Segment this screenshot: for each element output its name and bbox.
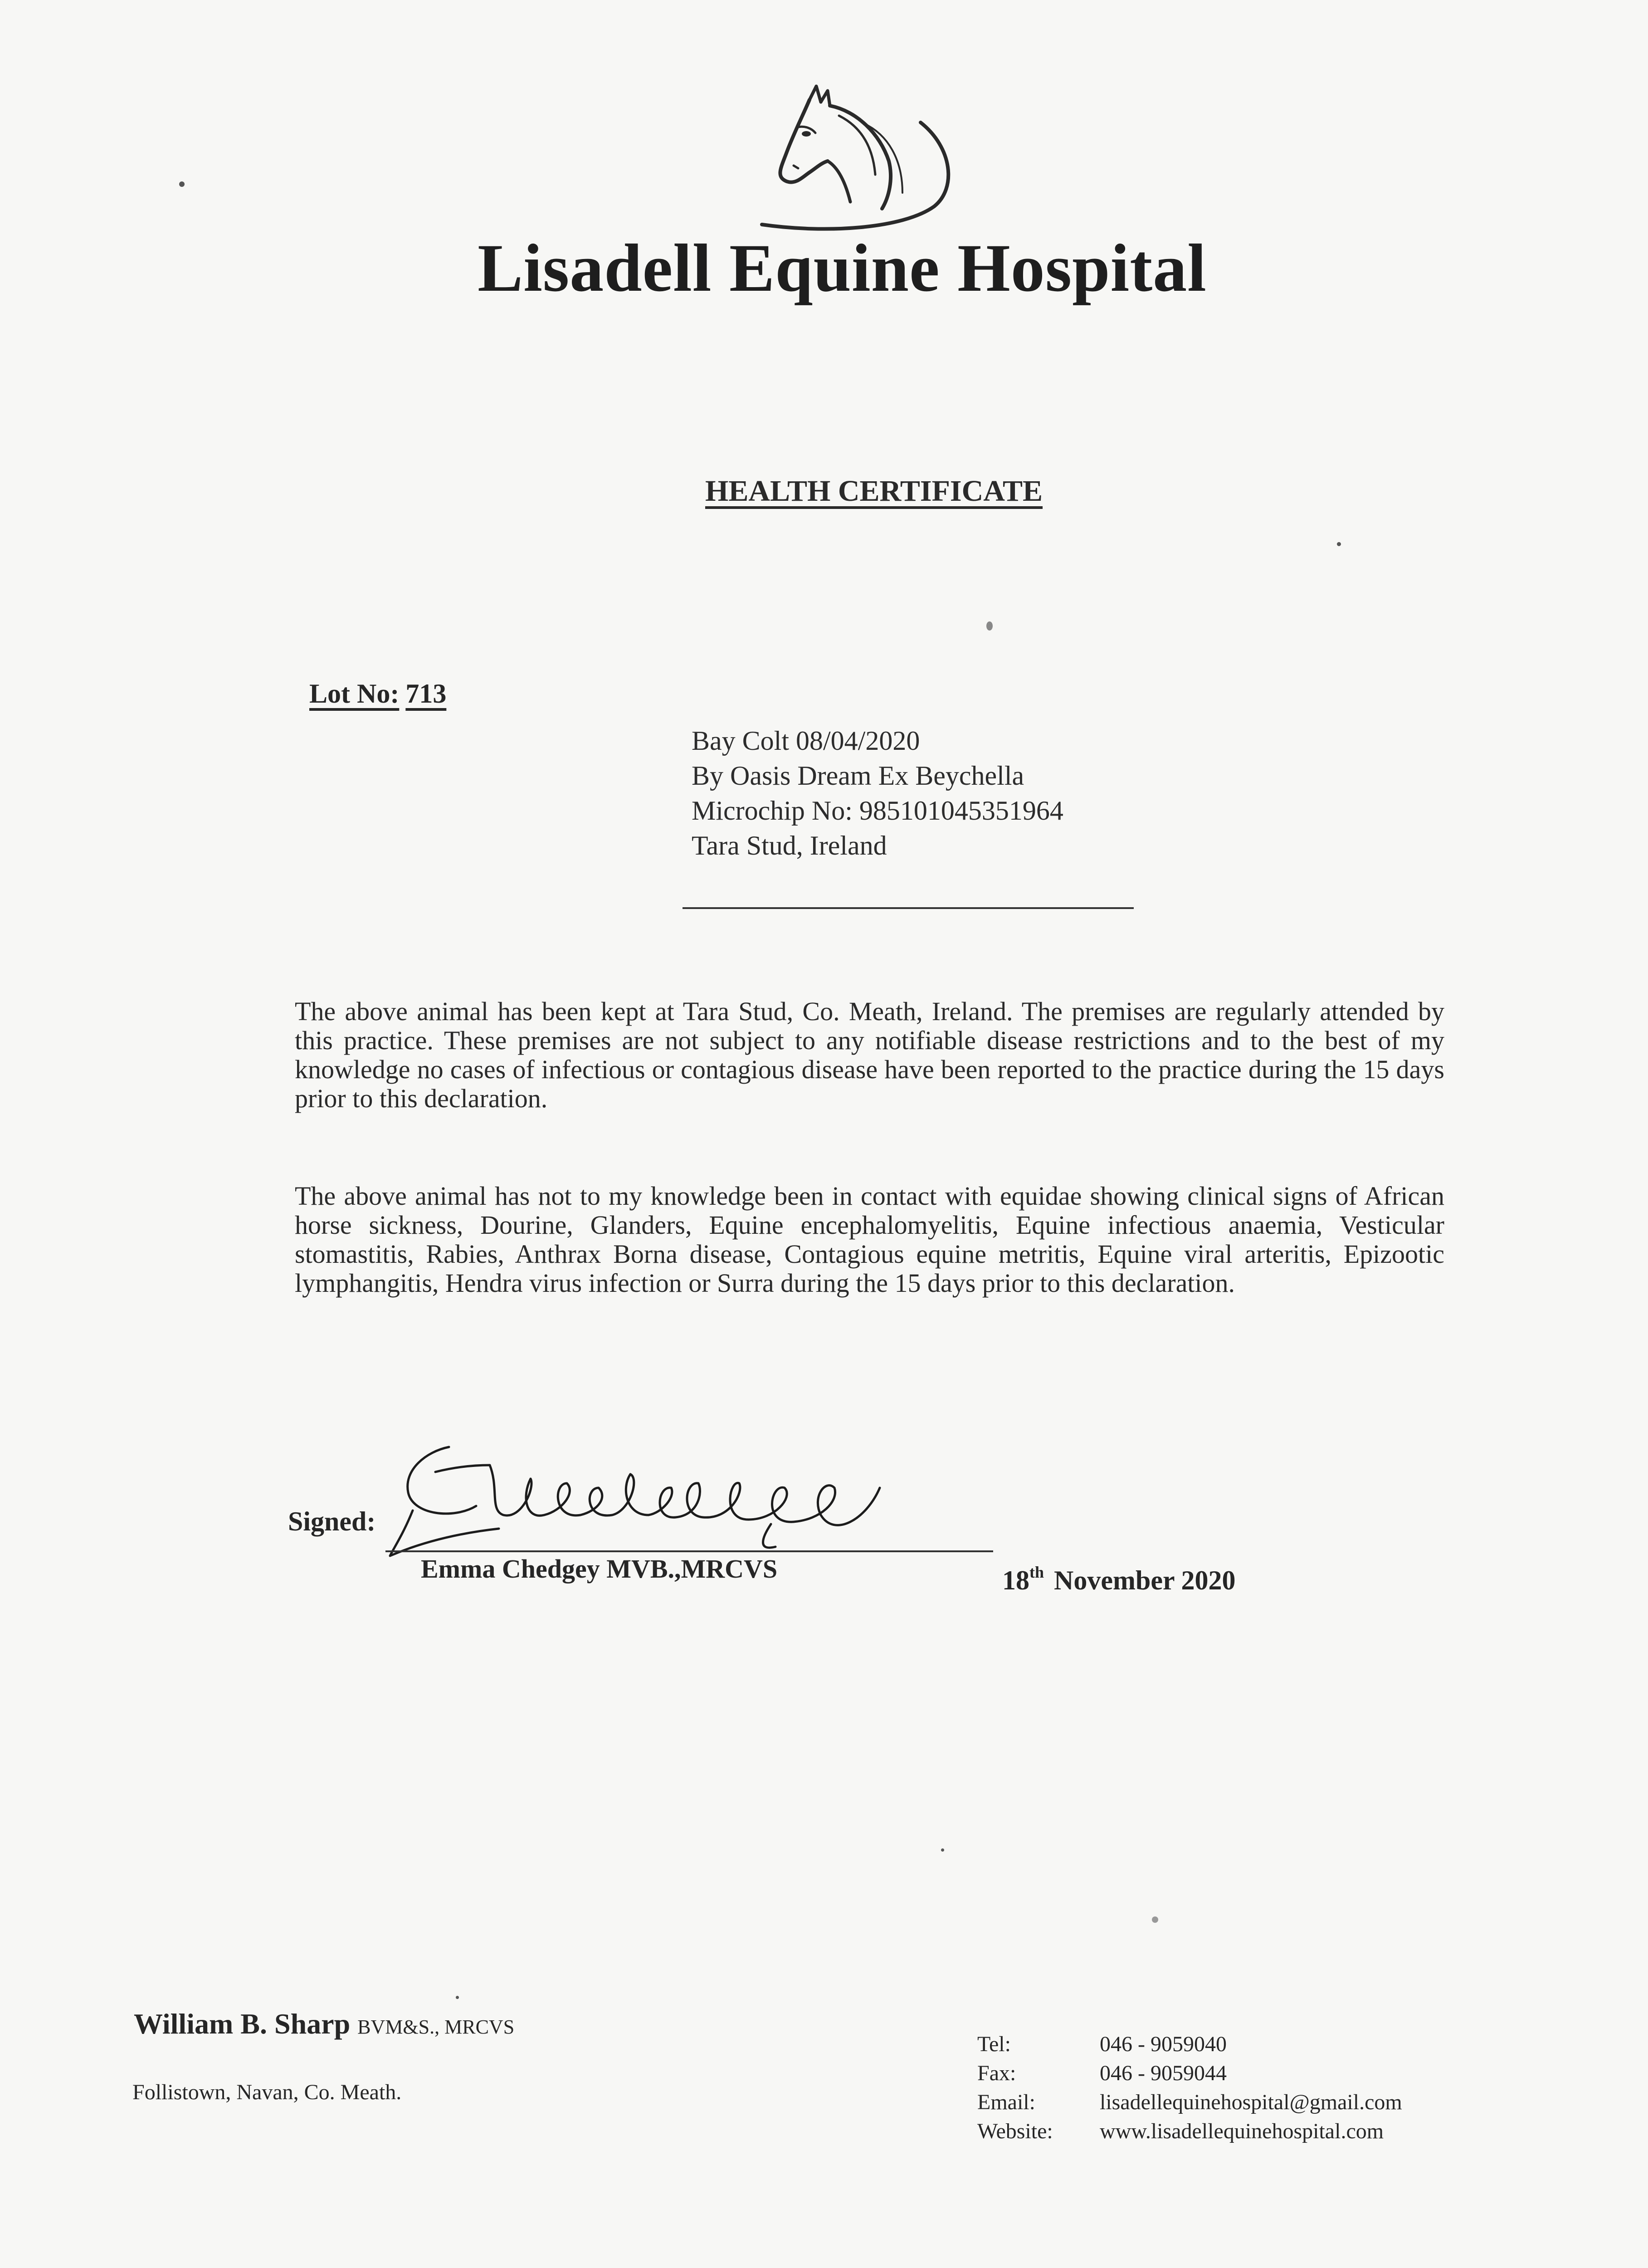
contact-value: lisadellequinehospital@gmail.com	[1100, 2090, 1402, 2114]
horse-location: Tara Stud, Ireland	[692, 831, 887, 860]
lot-value: 713	[405, 679, 447, 709]
contact-label: Email:	[977, 2090, 1035, 2114]
contact-value: 046 - 9059040	[1100, 2032, 1227, 2056]
contact-value: www.lisadellequinehospital.com	[1100, 2119, 1384, 2143]
contact-label: Website:	[977, 2119, 1053, 2143]
divider	[683, 907, 1134, 909]
scan-speck	[179, 181, 185, 187]
signer-name: Emma Chedgey MVB.,MRCVS	[421, 1554, 778, 1584]
contact-row-website	[977, 2117, 1402, 2146]
scan-speck	[986, 621, 993, 631]
certificate-title: HEALTH CERTIFICATE	[705, 474, 1043, 508]
practice-address: Follistown, Navan, Co. Meath.	[132, 2080, 402, 2104]
horse-breeding: By Oasis Dream Ex Beychella	[692, 761, 1024, 791]
contact-row-tel	[977, 2030, 1402, 2059]
lot-number	[309, 678, 446, 709]
date-suffix: th	[1029, 1563, 1044, 1581]
handwritten-signature	[385, 1429, 898, 1565]
contact-details	[977, 2030, 1402, 2146]
horse-head-icon	[753, 84, 961, 234]
scan-speck	[941, 1848, 944, 1852]
signature-date	[1002, 1563, 1236, 1596]
date-day: 18	[1002, 1565, 1029, 1595]
contact-row-fax	[977, 2059, 1402, 2088]
scan-speck	[1337, 542, 1341, 546]
scan-speck	[456, 1996, 459, 1999]
signed-label: Signed:	[288, 1506, 376, 1536]
contact-value: 046 - 9059044	[1100, 2061, 1227, 2085]
vet-qualifications: BVM&S., MRCVS	[357, 2016, 515, 2038]
vet-name-text: William B. Sharp	[134, 2008, 351, 2040]
contact-label: Fax:	[977, 2061, 1016, 2085]
contact-label: Tel:	[977, 2032, 1011, 2056]
lot-label: Lot No:	[309, 679, 400, 709]
vet-name	[134, 2007, 514, 2041]
horse-description: Bay Colt 08/04/2020	[692, 726, 920, 756]
signature-line	[385, 1550, 993, 1552]
hospital-name: Lisadell Equine Hospital	[478, 230, 1207, 306]
date-month-year: November 2020	[1054, 1565, 1236, 1595]
declaration-paragraph-2: The above animal has not to my knowledge been in contact with equidae showing clinical signs of African horse sickness, Dourine, Glanders, Equine encephalomyelitis, Equine infectious anaemia, Vesticular stomastitis, Rabies, Anthrax Borna disease, Contagious equine metritis, Equine viral arteritis, Epizootic lymphangitis, Hendra virus infection or Surra during the 15 days prior to this declaration.	[295, 1181, 1444, 1298]
contact-row-email	[977, 2088, 1402, 2117]
horse-microchip: Microchip No: 985101045351964	[692, 796, 1063, 826]
declaration-paragraph-1: The above animal has been kept at Tara Stud, Co. Meath, Ireland. The premises are regularly attended by this practice. These premises are not subject to any notifiable disease restrictions and to the best of my knowledge no cases of infectious or contagious disease have been reported to the practice during the 15 days prior to this declaration.	[295, 997, 1444, 1113]
scan-speck	[1152, 1916, 1158, 1923]
horse-details	[692, 723, 1063, 863]
